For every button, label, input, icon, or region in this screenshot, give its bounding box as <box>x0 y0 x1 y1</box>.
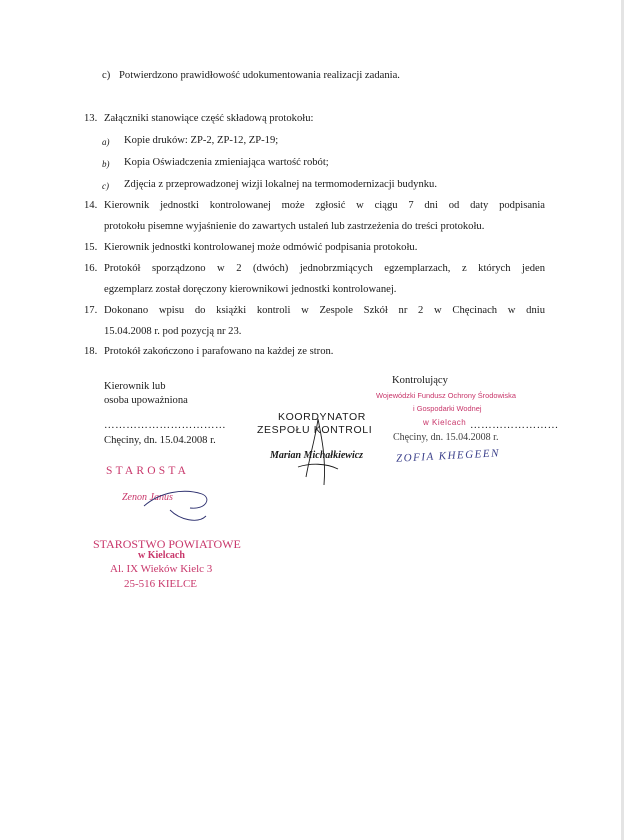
item-c-text: Potwierdzono prawidłowość udokumentowania realizacji zadania. <box>119 70 400 81</box>
item-13-sub-c-marker: c) <box>102 181 109 191</box>
fund-stamp-line-3: w Kielcach <box>423 418 467 427</box>
starosta-stamp-name: Zenon Janus <box>122 492 173 503</box>
office-stamp-line-4: 25-516 KIELCE <box>124 578 198 590</box>
starosta-signature-scribble <box>140 480 220 530</box>
item-17-line-1: Dokonano wpisu do książki kontroli w Zespole Szkół nr 2 w Chęcinach w dniu <box>104 305 545 316</box>
item-14-line-1: Kierownik jednostki kontrolowanej może zgłosić w ciągu 7 dni od daty podpisania <box>104 200 545 211</box>
item-13-number: 13. <box>84 113 98 124</box>
item-13-sub-a-marker: a) <box>102 137 110 147</box>
item-13-sub-c-text: Zdjęcia z przeprowadzonej wizji lokalnej na termomodernizacji budynku. <box>124 179 437 190</box>
item-13-sub-b-text: Kopia Oświadczenia zmieniająca wartość robót; <box>124 157 329 168</box>
item-13-sub-b-marker: b) <box>102 159 110 169</box>
coordinator-stamp-line-2: ZESPOŁU KONTROLI <box>257 424 373 436</box>
coordinator-stamp-name: Marian Michałkiewicz <box>270 450 364 461</box>
item-14-number: 14. <box>84 200 98 211</box>
office-stamp-line-3: Al. IX Wieków Kielc 3 <box>110 563 213 575</box>
right-signature-dotted-line: …………………… <box>470 420 559 431</box>
fund-stamp-line-2: i Gospodarki Wodnej <box>413 404 482 413</box>
right-signature-title: Kontrolujący <box>392 375 448 386</box>
item-17-line-2: 15.04.2008 r. pod pozycją nr 23. <box>104 326 242 337</box>
item-15-text: Kierownik jednostki kontrolowanej może odmówić podpisania protokołu. <box>104 242 418 253</box>
item-13-text: Załączniki stanowiące część składową protokołu: <box>104 113 314 124</box>
item-13-sub-a-text: Kopie druków: ZP-2, ZP-12, ZP-19; <box>124 135 279 146</box>
office-stamp-line-1: STAROSTWO POWIATOWE <box>93 537 241 551</box>
item-18-text: Protokół zakończono i parafowano na każdej ze stron. <box>104 346 334 357</box>
fund-stamp-line-1: Wojewódzki Fundusz Ochrony Środowiska <box>376 391 516 400</box>
item-16-number: 16. <box>84 263 98 274</box>
coordinator-signature-scribble <box>280 415 360 495</box>
item-15-number: 15. <box>84 242 98 253</box>
item-17-number: 17. <box>84 305 98 316</box>
coordinator-stamp-line-1: KOORDYNATOR <box>278 411 366 423</box>
left-signature-place-date: Chęciny, dn. 15.04.2008 r. <box>104 435 216 446</box>
left-signature-title-2: osoba upoważniona <box>104 395 188 406</box>
item-c-marker: c) <box>102 70 111 81</box>
starosta-stamp-title: STAROSTA <box>106 465 190 477</box>
left-signature-title-1: Kierownik lub <box>104 381 166 392</box>
item-16-line-1: Protokół sporządzono w 2 (dwóch) jednobrzmiących egzemplarzach, z których jeden <box>104 263 545 274</box>
item-14-line-2: protokołu pisemne wyjaśnienie do zawartych ustaleń lub zastrzeżenia do treści protokołu. <box>104 221 485 232</box>
office-stamp-line-2: w Kielcach <box>138 550 185 561</box>
handwritten-signature: ZOFIA KHEGEEN <box>395 447 501 465</box>
item-18-number: 18. <box>84 346 98 357</box>
right-signature-place-date: Chęciny, dn. 15.04.2008 r. <box>393 432 499 443</box>
item-16-line-2: egzemplarz został doręczony kierownikowi jednostki kontrolowanej. <box>104 284 397 295</box>
left-signature-dotted-line: …………………………… <box>104 420 227 431</box>
